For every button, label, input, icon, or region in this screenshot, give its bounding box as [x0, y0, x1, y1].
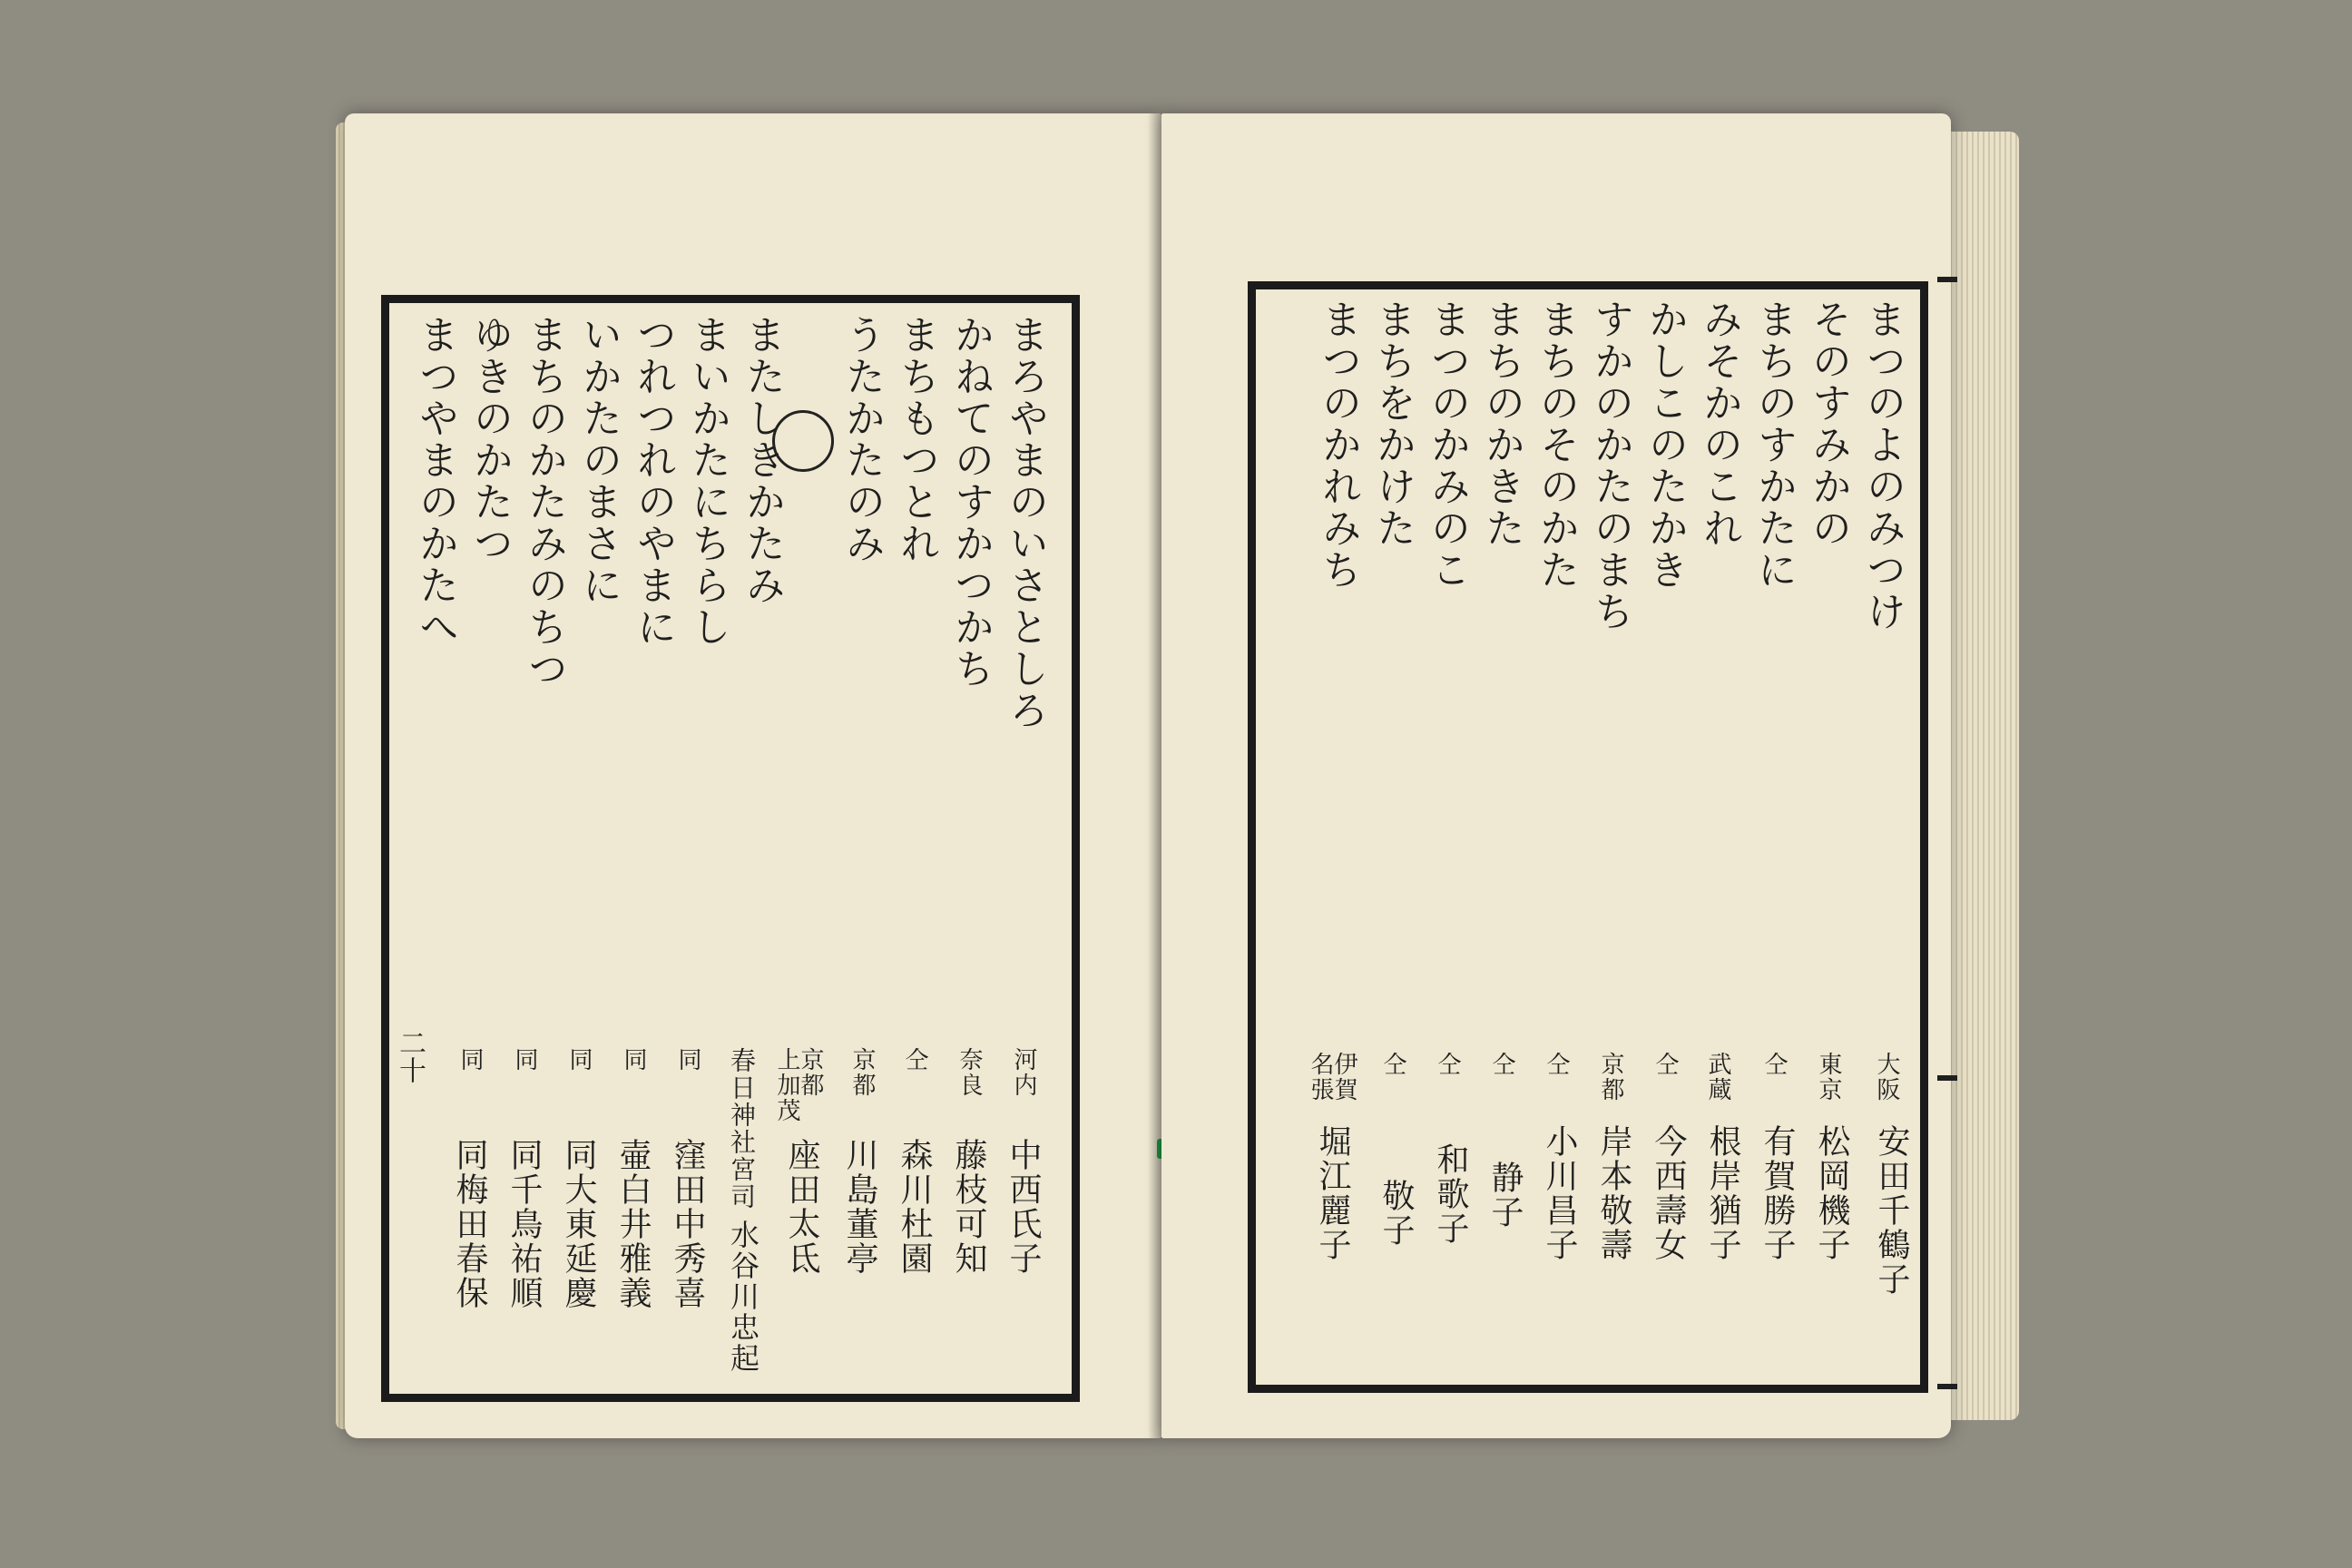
poet-province: 東京	[1815, 1052, 1842, 1102]
poet-name: 根岸猶子	[1704, 1124, 1741, 1262]
poet-name: 藤枝可知	[950, 1138, 987, 1276]
poem-line: まちもつとれ	[893, 314, 939, 564]
poet-name: 敬子	[1377, 1179, 1415, 1248]
poet-province: 同	[565, 1047, 593, 1073]
poet-province: 同	[620, 1047, 647, 1073]
poet-province: 奈良	[956, 1047, 983, 1098]
poet-province: 仝	[901, 1047, 928, 1073]
poet-name: 静子	[1486, 1161, 1524, 1230]
poet-province: 仝	[1434, 1052, 1461, 1077]
left-page	[345, 113, 1161, 1438]
poem-line: すかのかたのまち	[1587, 299, 1633, 632]
poem-line: まつのよのみつけ	[1859, 299, 1906, 632]
poem-line: そのすみかの	[1805, 299, 1851, 549]
poet-name: 小川昌子	[1541, 1124, 1578, 1262]
right-page	[1161, 113, 1951, 1438]
poem-line: まつのかれみち	[1315, 299, 1361, 591]
poem-line: みそかのこれ	[1696, 299, 1742, 549]
poem-line: まちをかけた	[1369, 299, 1416, 549]
poet-province: 仝	[1379, 1052, 1406, 1077]
poet-province: 同	[511, 1047, 538, 1073]
page-number: 二十	[394, 1029, 426, 1083]
page-tab-mark	[1937, 1075, 1957, 1081]
poet-name: 壷白井雅義	[614, 1138, 652, 1310]
poet-name: 水谷川忠起	[726, 1220, 760, 1374]
poem-line: まつやまのかたへ	[412, 314, 458, 648]
poet-name: 同梅田春保	[451, 1138, 488, 1310]
right-text-frame	[1248, 281, 1928, 1393]
poem-line: またしきかたみ	[739, 314, 785, 606]
poet-name: 安田千鶴子	[1873, 1124, 1910, 1297]
poet-name: 堀江麗子	[1314, 1124, 1351, 1262]
poet-province: 仝	[1760, 1052, 1788, 1077]
right-page-edges	[1946, 132, 2019, 1420]
poem-line: かしこのたかき	[1642, 299, 1688, 591]
poet-province: 京都 上加茂	[773, 1047, 824, 1123]
poem-line: まちのかきた	[1478, 299, 1524, 549]
poet-province: 仝	[1651, 1052, 1679, 1077]
poet-province: 伊賀 名張	[1307, 1052, 1357, 1102]
poem-line: まろやまのいさとしろ	[1002, 314, 1048, 731]
poet-name: 窪田中秀喜	[669, 1138, 706, 1310]
poet-province: 京都	[848, 1047, 876, 1098]
poet-province: 大阪	[1873, 1052, 1900, 1102]
poet-name: 有賀勝子	[1759, 1124, 1796, 1262]
left-text-frame	[381, 295, 1080, 1402]
poet-name: 森川杜園	[896, 1138, 933, 1276]
poet-name: 今西壽女	[1650, 1124, 1687, 1262]
page-tab-mark	[1937, 277, 1957, 282]
poet-province: 同	[674, 1047, 701, 1073]
page-tab-mark	[1937, 1384, 1957, 1389]
poet-province: 京都	[1597, 1052, 1624, 1102]
poem-line: まちのすかたに	[1750, 299, 1797, 591]
poem-line: まちのかたみのちつ	[521, 314, 567, 690]
poet-province: 同	[456, 1047, 484, 1073]
poem-line: うたかたのみ	[838, 314, 885, 564]
poet-name: 岸本敬壽	[1595, 1124, 1632, 1262]
poet-title: 春日神社宮司	[727, 1047, 757, 1210]
poet-province: 河内	[1010, 1047, 1037, 1098]
poem-line: まちのそのかた	[1533, 299, 1579, 591]
poet-name: 同千鳥祐順	[505, 1138, 543, 1310]
poet-name: 座田太氐	[783, 1138, 820, 1276]
poem-line: まいかたにちらし	[684, 314, 730, 648]
poem-line: ゆきのかたつ	[466, 314, 513, 564]
poem-line: いかたのまさに	[575, 314, 622, 606]
poet-name: 和歌子	[1432, 1142, 1469, 1246]
poet-province: 武蔵	[1704, 1052, 1731, 1102]
poet-name: 松岡機子	[1813, 1124, 1850, 1262]
poet-province: 仝	[1488, 1052, 1515, 1077]
poem-line: まつのかみのこ	[1424, 299, 1470, 591]
poet-name: 中西氏子	[1004, 1138, 1042, 1276]
poet-name: 川島董亭	[841, 1138, 878, 1276]
open-book	[336, 95, 2042, 1456]
poem-line: つれつれのやまに	[630, 314, 676, 648]
poet-name: 同大東延慶	[560, 1138, 597, 1310]
poet-province: 仝	[1543, 1052, 1570, 1077]
poem-line: かねてのすかつかち	[947, 314, 994, 690]
